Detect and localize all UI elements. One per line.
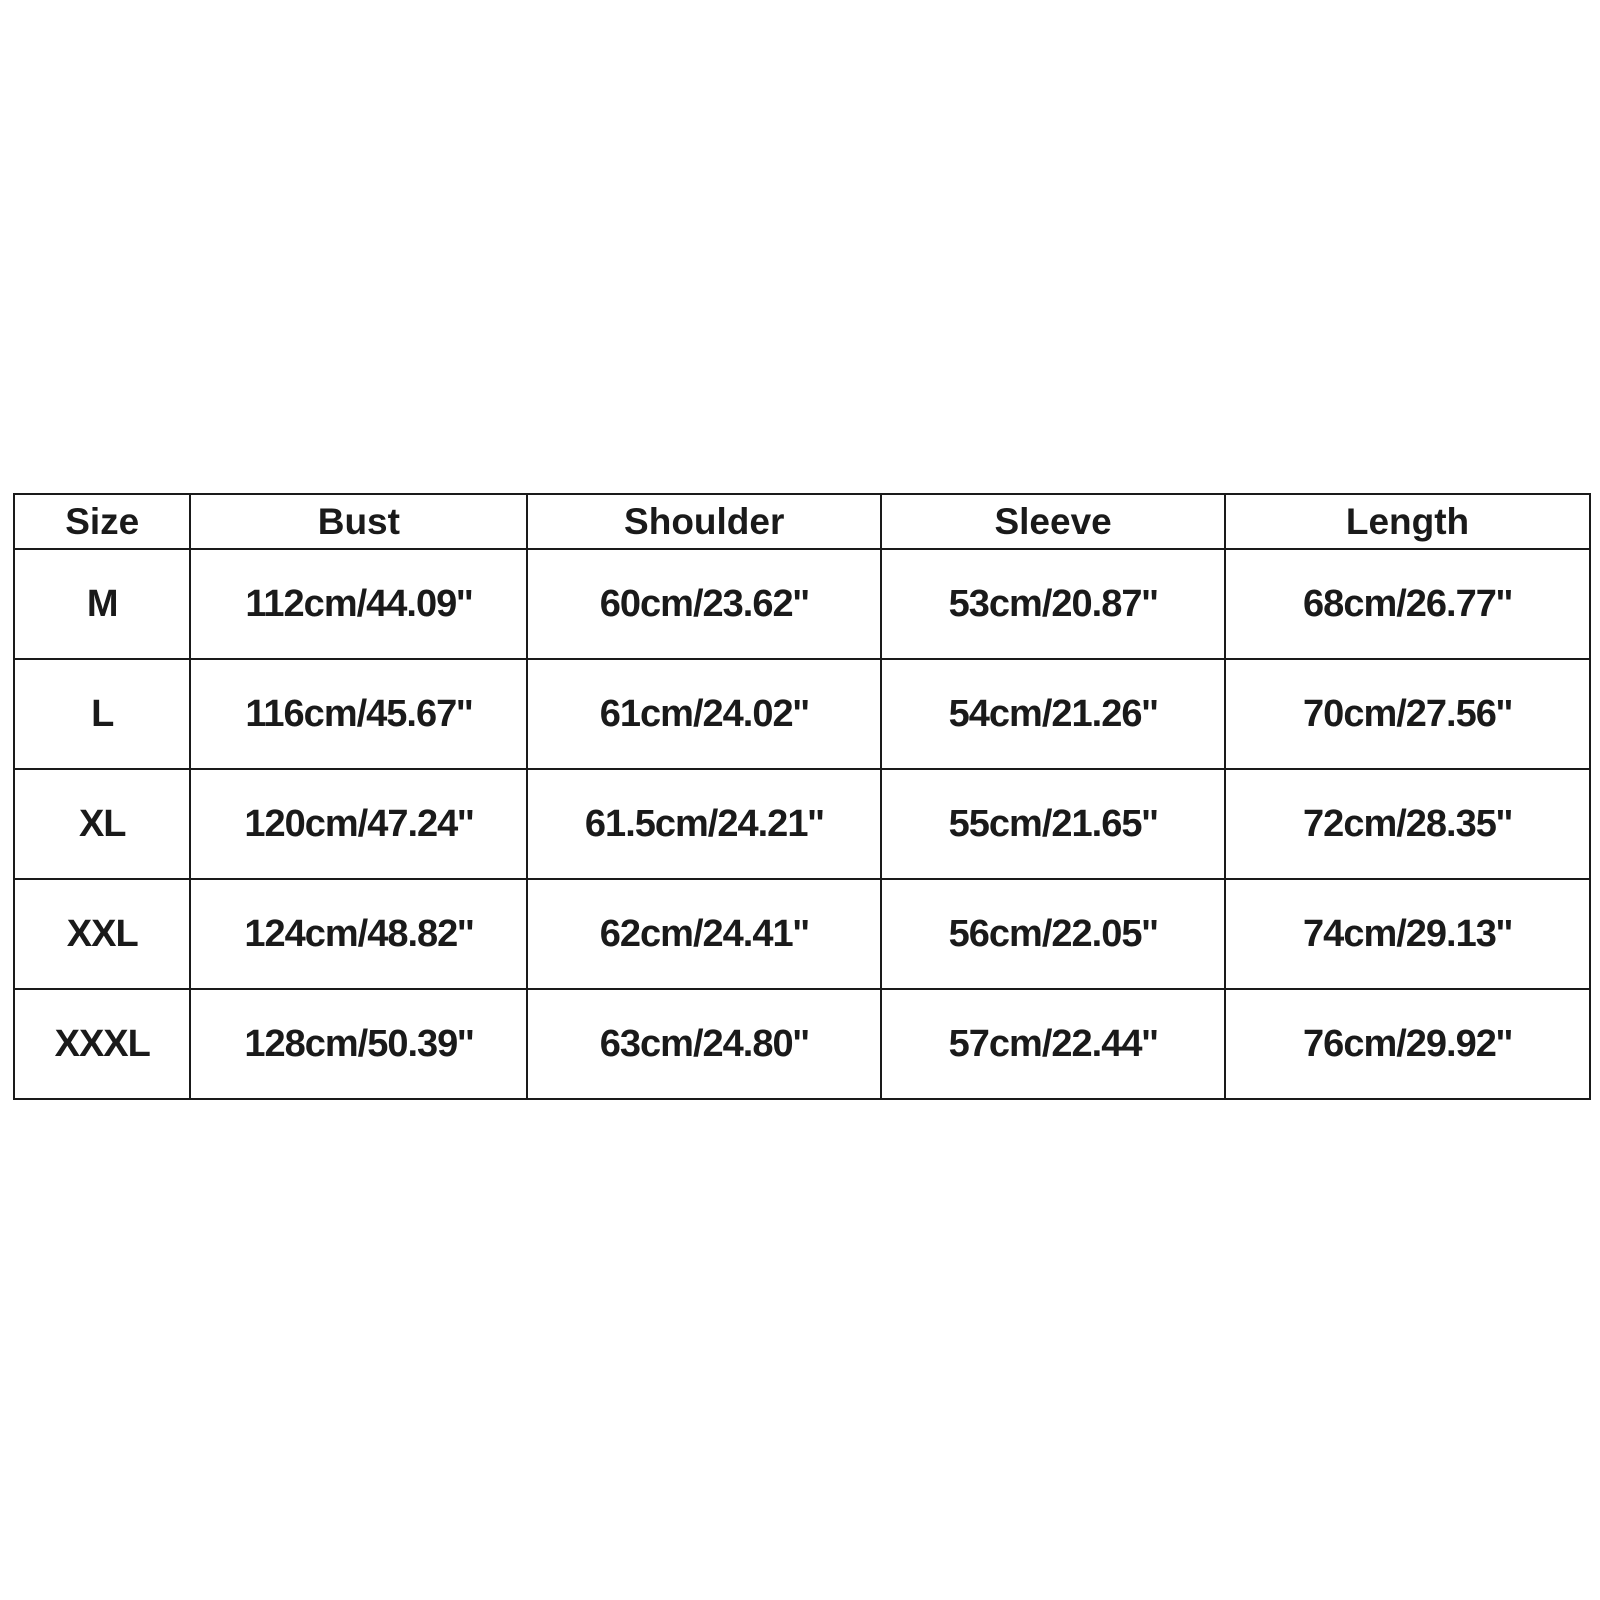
cell-shoulder: 63cm/24.80'' bbox=[527, 989, 881, 1099]
header-length: Length bbox=[1225, 494, 1590, 549]
cell-sleeve: 55cm/21.65'' bbox=[881, 769, 1225, 879]
table-row bbox=[14, 659, 1590, 769]
header-row bbox=[14, 494, 1590, 549]
cell-sleeve: 57cm/22.44'' bbox=[881, 989, 1225, 1099]
table-row bbox=[14, 549, 1590, 659]
table-row bbox=[14, 769, 1590, 879]
cell-size: XXL bbox=[14, 879, 190, 989]
cell-sleeve: 56cm/22.05'' bbox=[881, 879, 1225, 989]
size-chart-body bbox=[14, 549, 1590, 1099]
header-bust: Bust bbox=[190, 494, 527, 549]
cell-bust: 120cm/47.24'' bbox=[190, 769, 527, 879]
size-chart-table bbox=[13, 493, 1591, 1100]
cell-length: 76cm/29.92'' bbox=[1225, 989, 1590, 1099]
table-row bbox=[14, 989, 1590, 1099]
header-shoulder: Shoulder bbox=[527, 494, 881, 549]
cell-length: 70cm/27.56'' bbox=[1225, 659, 1590, 769]
cell-size: XXXL bbox=[14, 989, 190, 1099]
cell-bust: 112cm/44.09'' bbox=[190, 549, 527, 659]
cell-shoulder: 62cm/24.41'' bbox=[527, 879, 881, 989]
header-sleeve: Sleeve bbox=[881, 494, 1225, 549]
cell-sleeve: 54cm/21.26'' bbox=[881, 659, 1225, 769]
cell-size: XL bbox=[14, 769, 190, 879]
cell-length: 74cm/29.13'' bbox=[1225, 879, 1590, 989]
header-size: Size bbox=[14, 494, 190, 549]
table-row bbox=[14, 879, 1590, 989]
cell-bust: 116cm/45.67'' bbox=[190, 659, 527, 769]
cell-length: 72cm/28.35'' bbox=[1225, 769, 1590, 879]
cell-size: L bbox=[14, 659, 190, 769]
cell-bust: 124cm/48.82'' bbox=[190, 879, 527, 989]
size-chart-header bbox=[14, 494, 1590, 549]
cell-size: M bbox=[14, 549, 190, 659]
cell-length: 68cm/26.77'' bbox=[1225, 549, 1590, 659]
cell-shoulder: 61cm/24.02'' bbox=[527, 659, 881, 769]
cell-shoulder: 60cm/23.62'' bbox=[527, 549, 881, 659]
cell-bust: 128cm/50.39'' bbox=[190, 989, 527, 1099]
cell-shoulder: 61.5cm/24.21'' bbox=[527, 769, 881, 879]
cell-sleeve: 53cm/20.87'' bbox=[881, 549, 1225, 659]
